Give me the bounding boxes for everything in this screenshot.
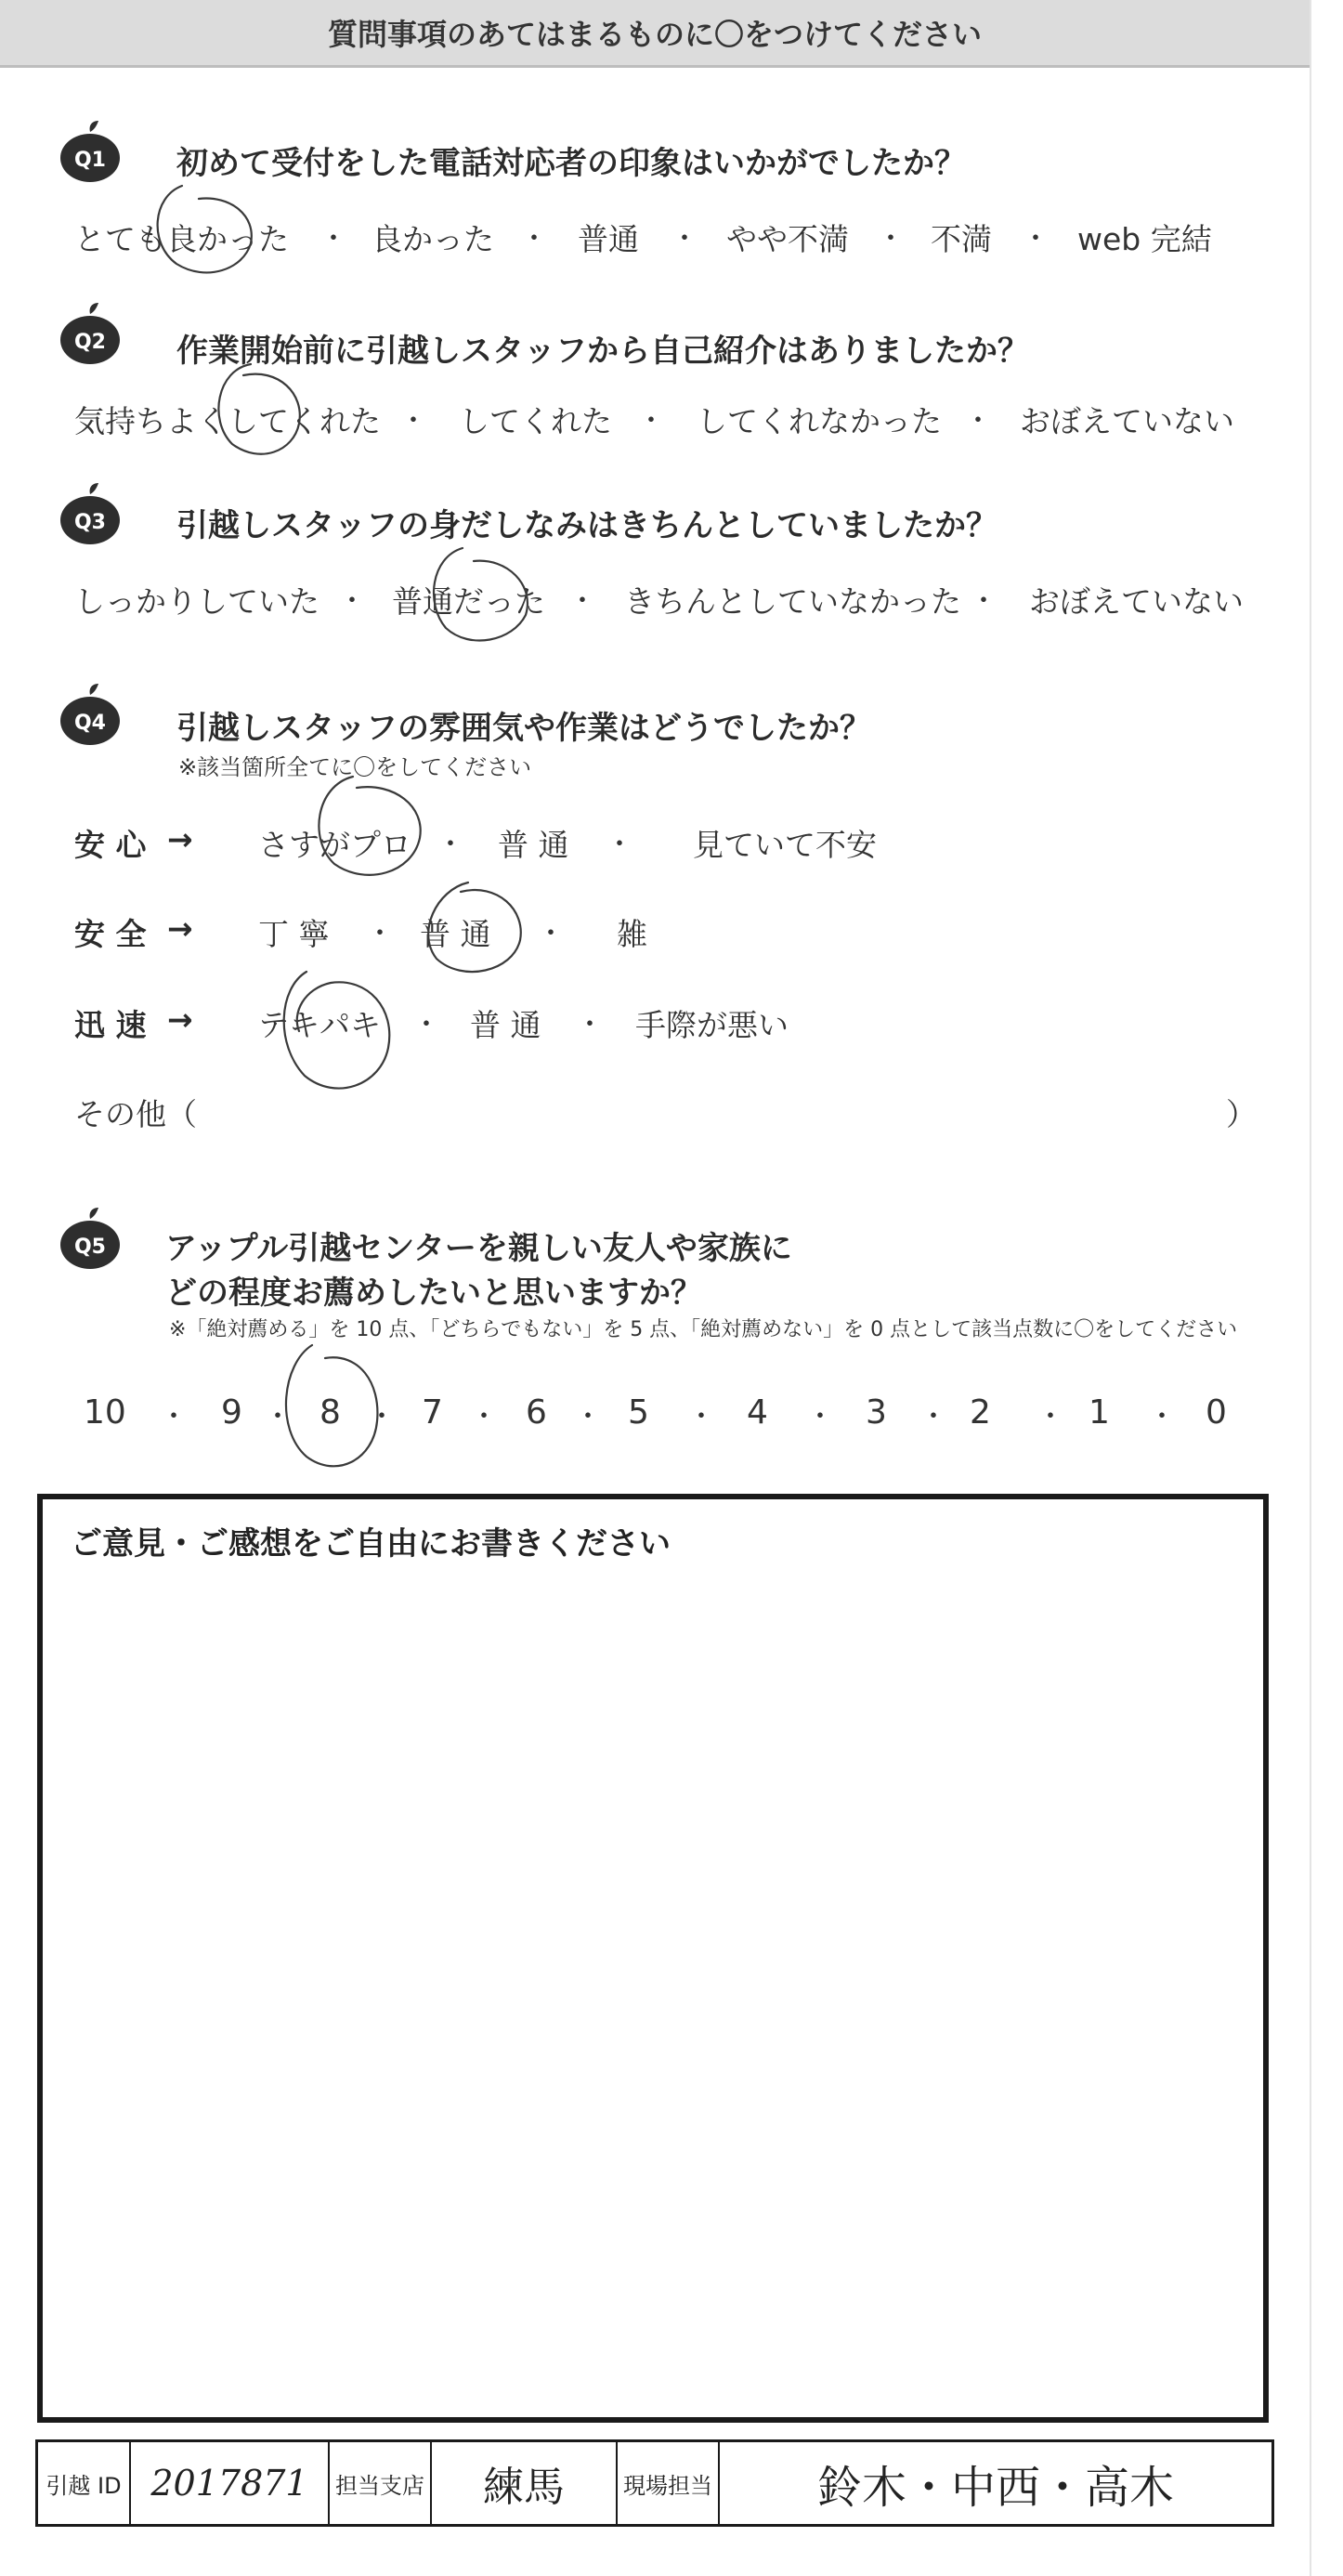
q1-option-2[interactable]: 良かった <box>372 221 494 257</box>
q2-title: 作業開始前に引越しスタッフから自己紹介はありましたか？ <box>176 333 1029 370</box>
q4-row3-option-3[interactable]: 手際が悪い <box>635 1007 789 1043</box>
separator-dot: ・ <box>970 585 997 618</box>
separator-dot: ・ <box>964 405 992 438</box>
separator-dot: ・ <box>574 1401 602 1433</box>
score-8[interactable]: 8 <box>319 1393 341 1432</box>
arrow-icon: → <box>167 1001 193 1038</box>
q5-badge-text: Q5 <box>73 1236 107 1259</box>
q3-badge <box>58 481 123 550</box>
separator-dot: ・ <box>637 405 665 438</box>
score-4[interactable]: 4 <box>747 1393 768 1432</box>
q2-badge-text: Q2 <box>73 331 107 354</box>
arrow-icon: → <box>167 821 193 857</box>
q4-row1-option-2[interactable]: 普 通 <box>498 827 569 863</box>
separator-dot: ・ <box>606 829 633 861</box>
q5-badge <box>58 1206 123 1275</box>
separator-dot: ・ <box>264 1401 292 1433</box>
score-2[interactable]: 2 <box>970 1393 991 1432</box>
score-0[interactable]: 0 <box>1206 1393 1227 1432</box>
score-3[interactable]: 3 <box>866 1393 887 1432</box>
separator-dot: ・ <box>366 918 394 950</box>
q4-row3-option-1[interactable]: テキパキ <box>258 1007 381 1043</box>
page-header: 質問事項のあてはまるものに〇をつけてください <box>0 0 1310 68</box>
separator-dot: ・ <box>437 829 464 861</box>
q1-option-1[interactable]: とても良かった <box>74 221 289 257</box>
separator-dot: ・ <box>160 1401 188 1433</box>
separator-dot: ・ <box>520 223 548 255</box>
separator-dot: ・ <box>1037 1401 1064 1433</box>
footer-id-label: 引越 ID <box>38 2442 131 2524</box>
apple-icon <box>58 682 123 747</box>
separator-dot: ・ <box>537 918 565 950</box>
q4-row1-label: 安 心 <box>74 827 147 863</box>
separator-dot: ・ <box>338 585 366 618</box>
q2-badge <box>58 301 123 370</box>
q3-option-4[interactable]: おぼえていない <box>1029 583 1244 620</box>
q1-badge <box>58 119 123 188</box>
q1-option-3[interactable]: 普通 <box>578 221 639 257</box>
separator-dot: ・ <box>687 1401 715 1433</box>
separator-dot: ・ <box>399 405 427 438</box>
separator-dot: ・ <box>919 1401 947 1433</box>
q3-option-1[interactable]: しっかりしていた <box>74 583 319 620</box>
comment-box-title: ご意見・ご感想をご自由にお書きください <box>71 1525 671 1563</box>
q2-option-4[interactable]: おぼえていない <box>1020 403 1234 439</box>
q3-badge-text: Q3 <box>73 511 107 534</box>
q4-row2-option-1[interactable]: 丁 寧 <box>258 916 330 952</box>
footer-branch-label: 担当支店 <box>330 2442 432 2524</box>
separator-dot: ・ <box>877 223 905 255</box>
q4-row1-option-1[interactable]: さすがプロ <box>258 827 411 863</box>
q1-badge-text: Q1 <box>73 149 107 172</box>
separator-dot: ・ <box>806 1401 834 1433</box>
comment-box[interactable] <box>37 1494 1269 2423</box>
footer-branch-value: 練馬 <box>432 2442 618 2524</box>
score-1[interactable]: 1 <box>1089 1393 1110 1432</box>
q4-other-close: ） <box>1226 1096 1257 1132</box>
score-9[interactable]: 9 <box>221 1393 242 1432</box>
separator-dot: ・ <box>671 223 698 255</box>
q1-option-4[interactable]: やや不満 <box>726 221 849 257</box>
separator-dot: ・ <box>368 1401 396 1433</box>
arrow-icon: → <box>167 910 193 947</box>
q5-title-line1: アップル引越センターを親しい友人や家族に <box>165 1230 792 1267</box>
q1-option-5[interactable]: 不満 <box>931 221 992 257</box>
score-5[interactable]: 5 <box>628 1393 649 1432</box>
q4-title: 引越しスタッフの雰囲気や作業はどうでしたか？ <box>176 710 871 747</box>
apple-icon <box>58 301 123 366</box>
footer-table <box>35 2439 1274 2527</box>
scan-edge <box>1310 0 1343 2576</box>
score-7[interactable]: 7 <box>422 1393 443 1432</box>
q4-badge-text: Q4 <box>73 712 107 735</box>
q2-option-1[interactable]: 気持ちよくしてくれた <box>74 403 381 439</box>
apple-icon <box>58 481 123 546</box>
footer-staff-label: 現場担当 <box>618 2442 720 2524</box>
q2-option-3[interactable]: してくれなかった <box>697 403 942 439</box>
q5-note: ※「絶対薦める」を 10 点、「どちらでもない」を 5 点、「絶対薦めない」を 0 点として該当点数に〇をしてください <box>169 1318 1238 1341</box>
q4-other-label: その他（ <box>74 1096 197 1132</box>
score-10[interactable]: 10 <box>84 1393 126 1432</box>
q4-row3-option-2[interactable]: 普 通 <box>470 1007 541 1043</box>
score-6[interactable]: 6 <box>526 1393 547 1432</box>
q4-row2-option-2[interactable]: 普 通 <box>420 916 491 952</box>
q4-row2-option-3[interactable]: 雑 <box>617 916 647 952</box>
q4-badge <box>58 682 123 751</box>
separator-dot: ・ <box>1022 223 1050 255</box>
separator-dot: ・ <box>319 223 347 255</box>
q3-option-3[interactable]: きちんとしていなかった <box>624 583 961 620</box>
separator-dot: ・ <box>576 1009 604 1041</box>
q1-title: 初めて受付をした電話対応者の印象はいかがでしたか？ <box>176 145 966 182</box>
q3-option-2[interactable]: 普通だった <box>392 583 545 620</box>
separator-dot: ・ <box>412 1009 440 1041</box>
q4-row2-label: 安 全 <box>74 916 147 952</box>
q4-note: ※該当箇所全てに〇をしてください <box>178 754 532 780</box>
apple-icon <box>58 119 123 184</box>
separator-dot: ・ <box>1148 1401 1176 1433</box>
separator-dot: ・ <box>568 585 596 618</box>
q4-row1-option-3[interactable]: 見ていて不安 <box>693 827 877 863</box>
q5-title-line2: どの程度お薦めしたいと思いますか？ <box>165 1275 702 1312</box>
separator-dot: ・ <box>470 1401 498 1433</box>
q2-option-2[interactable]: してくれた <box>459 403 612 439</box>
apple-icon <box>58 1206 123 1271</box>
q3-title: 引越しスタッフの身だしなみはきちんとしていましたか？ <box>176 507 997 544</box>
footer-staff-value: 鈴木・中西・高木 <box>816 2461 1174 2514</box>
footer-id-value: 2017871 <box>131 2442 330 2524</box>
q1-option-6[interactable]: web 完結 <box>1077 221 1212 257</box>
q4-row3-label: 迅 速 <box>74 1007 147 1043</box>
